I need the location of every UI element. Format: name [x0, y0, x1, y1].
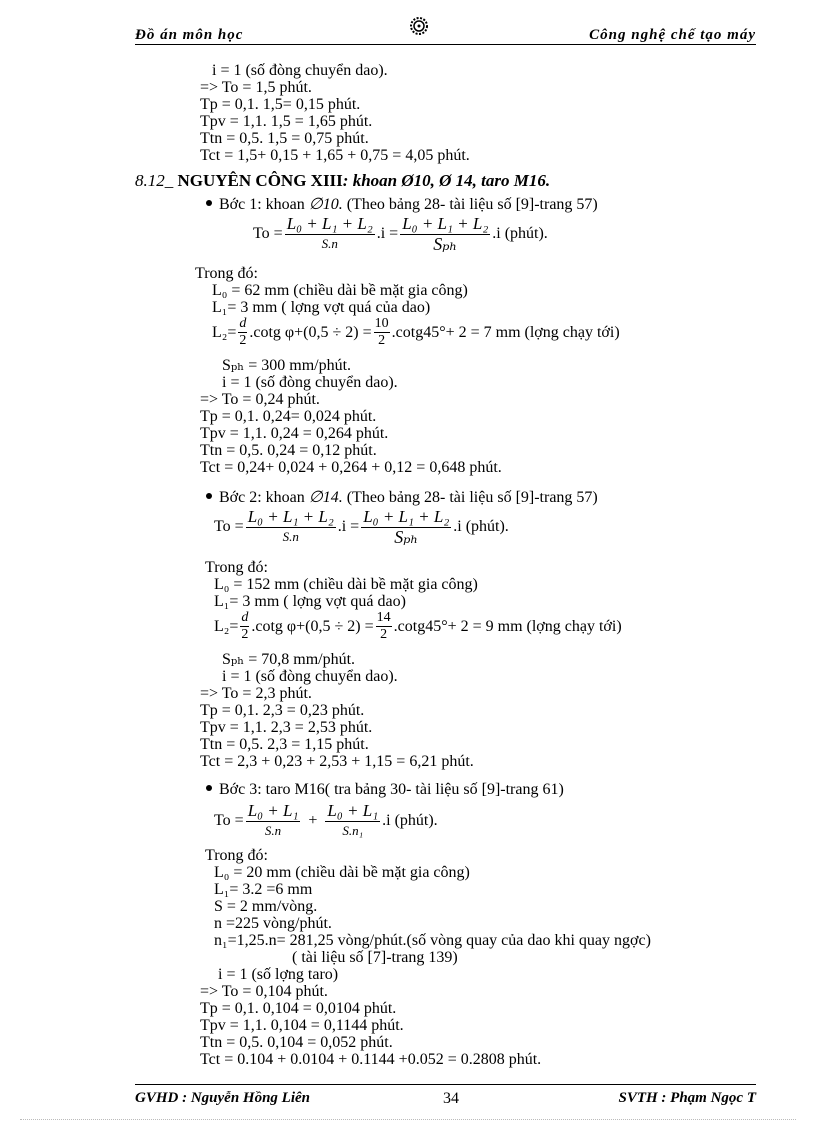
fraction: $\frac{\text{L₀ + L₁ + L₂}}{S.n}$ — [247, 507, 334, 544]
section-number: 8.12_ — [135, 171, 174, 190]
diameter-symbol: ∅14. — [308, 489, 343, 506]
fraction: $\frac{\text{L₀ + L₁}}{\text{S.n₁}}$ — [327, 801, 379, 838]
text-line: L₁= 3 mm ( lợng vợt quá của dao) — [212, 299, 431, 316]
text-line: => To = 0,24 phút. — [200, 391, 320, 408]
text-line: Tct = 0.104 + 0.0104 + 0.1144 +0.052 = 0.2808 phút. — [200, 1051, 542, 1068]
step-1-formula: To = $\frac{\text{L₀ + L₁ + L₂}}{S.n}$ .i = $\frac{\text{L₀ + L₁ + L₂}}{\text{Sₚₕ}}$ .i (phút). — [253, 214, 548, 254]
fraction: $\frac{14}{2}$ — [376, 610, 391, 642]
text-line: Ttn = 0,5. 1,5 = 0,75 phút. — [200, 130, 369, 147]
text-line: Ttn = 0,5. 0,104 = 0,052 phút. — [200, 1034, 393, 1051]
step-3-formula: To = $\frac{\text{L₀ + L₁}}{S.n}$ + $\frac{\text{L₀ + L₁}}{\text{S.n₁}}$ .i (phút). — [214, 801, 438, 838]
text-line: i = 1 (số đòng chuyển dao). — [222, 374, 398, 391]
section-title — [135, 171, 550, 191]
text-line: L₁= 3 mm ( lợng vợt quá dao) — [214, 593, 406, 610]
text-line: Tct = 1,5+ 0,15 + 1,65 + 0,75 = 4,05 phút. — [200, 147, 470, 164]
text-line: Trong đó: — [195, 265, 258, 282]
step-2-heading: Bớc 2: khoan ∅14. (Theo bảng 28- tài liệu số [9]-trang 57) — [206, 487, 598, 507]
text-line: => To = 0,104 phút. — [200, 983, 328, 1000]
bullet-icon — [206, 493, 212, 499]
fraction: $\frac{d}{2}$ — [241, 610, 249, 642]
text-line: L₀ = 152 mm (chiều dài bề mặt gia công) — [214, 576, 478, 593]
page-number: 34 — [443, 1090, 459, 1107]
text-line: ( tài liệu số [7]-trang 139) — [292, 949, 458, 966]
text-line: Trong đó: — [205, 847, 268, 864]
step-2-formula: To = $\frac{\text{L₀ + L₁ + L₂}}{S.n}$ .i = $\frac{\text{L₀ + L₁ + L₂}}{\text{Sₚₕ}}$ .i (phút). — [214, 507, 509, 547]
section-name: NGUYÊN CÔNG XIII — [177, 171, 343, 190]
footer-right-text: SVTH : Phạm Ngọc T — [618, 1090, 756, 1106]
bullet-icon — [206, 200, 212, 206]
step-3-heading: Bớc 3: taro M16( tra bảng 30- tài liệu số [9]-trang 61) — [206, 781, 564, 799]
text-line: L₀ = 62 mm (chiều dài bề mặt gia công) — [212, 282, 468, 299]
footer-left-text: GVHD : Nguyễn Hồng Liên — [135, 1090, 311, 1106]
header-left-text: Đồ án môn học — [135, 27, 244, 43]
text-line: Tpv = 1,1. 0,104 = 0,1144 phút. — [200, 1017, 404, 1034]
text-line: i = 1 (số lợng taro) — [218, 966, 339, 983]
fraction: $\frac{\text{L₀ + L₁ + L₂}}{\text{Sₚₕ}}$ — [363, 507, 450, 547]
text-line: => To = 1,5 phút. — [200, 79, 312, 96]
header-divider — [135, 44, 756, 45]
text-line: Tct = 0,24+ 0,024 + 0,264 + 0,12 = 0,648 phút. — [200, 459, 502, 476]
l2-formula: L₂= $\frac{d}{2}$ .cotg φ+(0,5 ÷ 2) = $\frac{10}{2}$ .cotg45°+ 2 = 7 mm (lợng chạy tới) — [212, 316, 620, 348]
text-line: Ttn = 0,5. 0,24 = 0,12 phút. — [200, 442, 377, 459]
text-line: => To = 2,3 phút. — [200, 685, 312, 702]
diameter-symbol: ∅10. — [308, 196, 343, 213]
text-line: L₀ = 20 mm (chiều dài bề mặt gia công) — [214, 864, 470, 881]
text-line: Trong đó: — [205, 559, 268, 576]
bullet-icon — [206, 785, 212, 791]
text-line: Ttn = 0,5. 2,3 = 1,15 phút. — [200, 736, 369, 753]
text-line: Tct = 2,3 + 0,23 + 2,53 + 1,15 = 6,21 phút. — [200, 753, 474, 770]
text-line: i = 1 (số đòng chuyển dao). — [212, 62, 388, 79]
text-line: Tpv = 1,1. 2,3 = 2,53 phút. — [200, 719, 373, 736]
step-1-heading: Bớc 1: khoan ∅10. (Theo bảng 28- tài liệu số [9]-trang 57) — [206, 194, 598, 214]
text-line: Tp = 0,1. 0,24= 0,024 phút. — [200, 408, 377, 425]
text-line: n =225 vòng/phút. — [214, 915, 332, 932]
gear-logo-icon — [407, 14, 431, 38]
footer-divider — [135, 1084, 756, 1085]
bottom-dotted-rule — [20, 1119, 796, 1120]
page-header — [135, 22, 756, 44]
text-line: Tp = 0,1. 2,3 = 0,23 phút. — [200, 702, 365, 719]
fraction: $\frac{d}{2}$ — [239, 316, 247, 348]
page-footer — [135, 1090, 756, 1110]
text-line: S = 2 mm/vòng. — [214, 898, 318, 915]
text-line: Sₚₕ = 70,8 mm/phút. — [222, 651, 356, 668]
text-line: Tpv = 1,1. 1,5 = 1,65 phút. — [200, 113, 373, 130]
text-line: Sₚₕ = 300 mm/phút. — [222, 357, 352, 374]
fraction: $\frac{10}{2}$ — [374, 316, 389, 348]
text-line: Tp = 0,1. 0,104 = 0,0104 phút. — [200, 1000, 397, 1017]
header-right-text: Công nghệ chế tạo máy — [589, 27, 756, 43]
section-subtitle: : khoan Ø10, Ø 14, taro M16. — [342, 171, 551, 190]
text-line: Tpv = 1,1. 0,24 = 0,264 phút. — [200, 425, 389, 442]
fraction: $\frac{\text{L₀ + L₁}}{S.n}$ — [247, 801, 299, 838]
text-line: L₁= 3.2 =6 mm — [214, 881, 313, 898]
l2-formula: L₂= $\frac{d}{2}$ .cotg φ+(0,5 ÷ 2) = $\frac{14}{2}$ .cotg45°+ 2 = 9 mm (lợng chạy tới) — [214, 610, 622, 642]
fraction: $\frac{\text{L₀ + L₁ + L₂}}{S.n}$ — [286, 214, 373, 251]
fraction: $\frac{\text{L₀ + L₁ + L₂}}{\text{Sₚₕ}}$ — [402, 214, 489, 254]
text-line: n₁=1,25.n= 281,25 vòng/phút.(số vòng quay của dao khi quay ngợc) — [214, 932, 651, 949]
text-line: i = 1 (số đòng chuyển dao). — [222, 668, 398, 685]
text-line: Tp = 0,1. 1,5= 0,15 phút. — [200, 96, 361, 113]
